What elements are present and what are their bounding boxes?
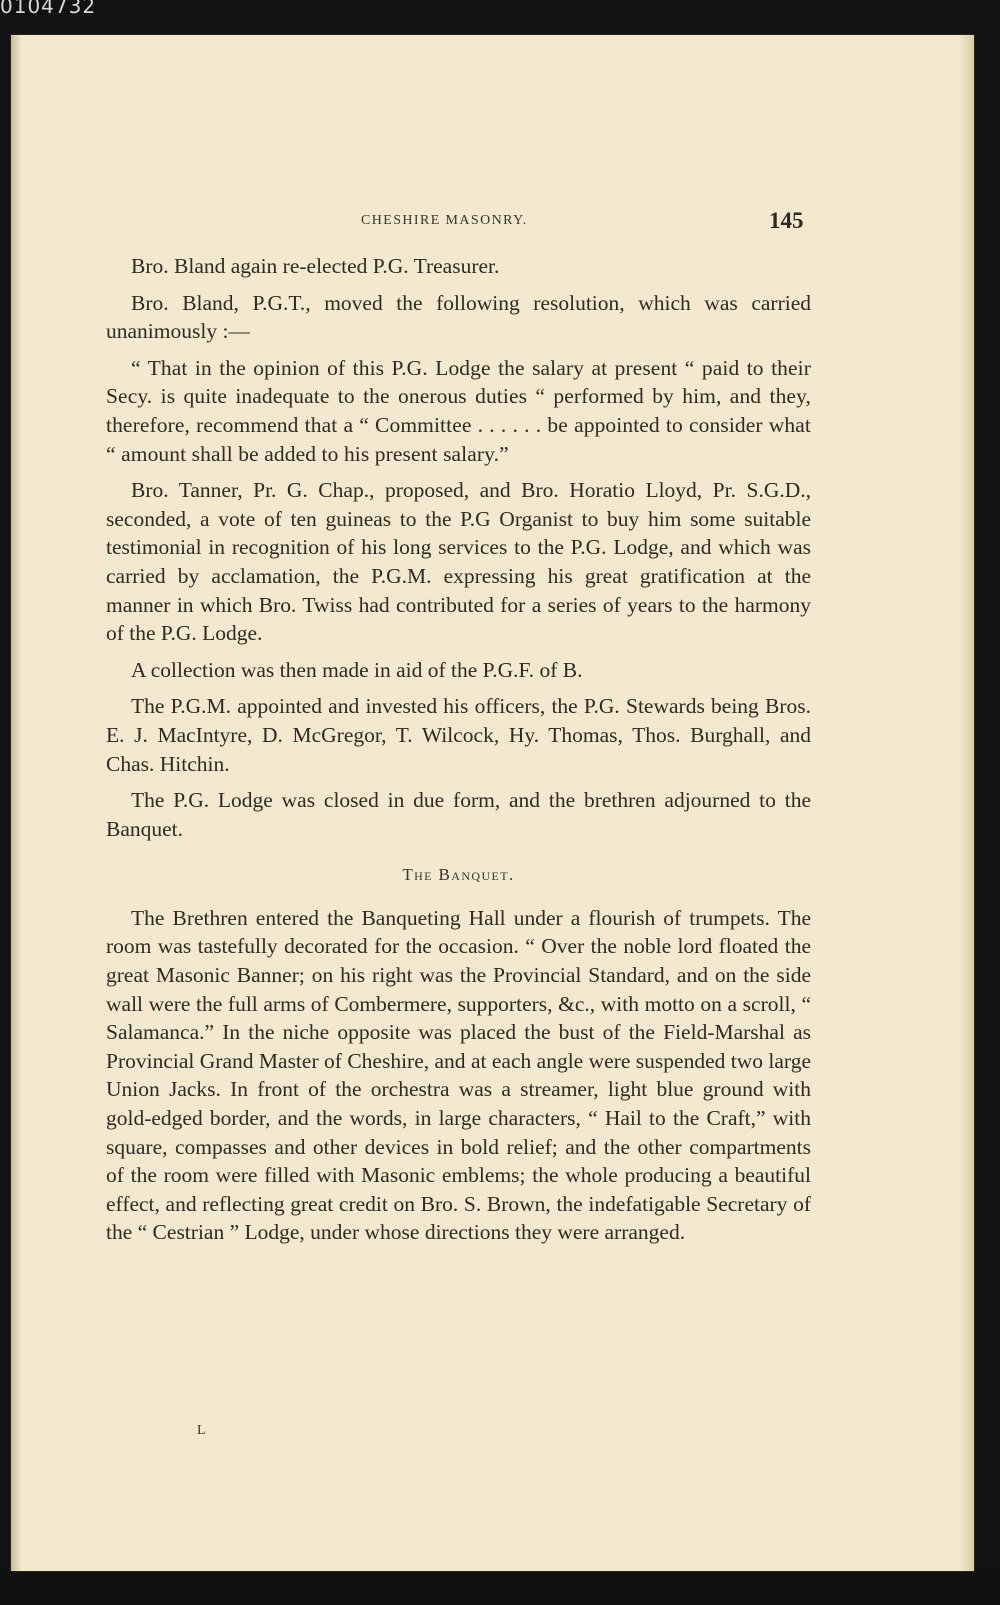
page-number: 145 <box>769 208 804 233</box>
paragraph-collection: A collection was then made in aid of the P.G.F. of B. <box>131 657 583 682</box>
paragraph-officers: The P.G.M. appointed and invested his officers, the P.G. Stewards being Bros. E. J. MacIntyre, D. McGregor, T. Wilcock, Hy. Thomas, Thos. Burghall, and Chas. Hitchin. <box>106 694 811 776</box>
page-left-edge <box>11 35 21 1571</box>
paragraph-testimonial: Bro. Tanner, Pr. G. Chap., proposed, and Bro. Horatio Lloyd, Pr. S.G.D., seconded, a vote of ten guineas to the P.G Organist to buy him some suitable testimonial in recognition of his long services to the P.G. Lodge, and which was carried by acclamation, the P.G.M. expressing his great gratification at the manner in which Bro. Twiss had contributed for a series of years to the harmony of the P.G. Lodge. <box>106 478 811 646</box>
book-page <box>10 34 975 1572</box>
scan-bottom-band <box>0 1573 1000 1605</box>
paragraph-banquet: The Brethren entered the Banqueting Hall under a flourish of trumpets. The room was tastefully decorated for the occasion. “ Over the noble lord floated the great Masonic Banner; on his right was the Provincial Standard, and on the side wall were the full arms of Combermere, supporters, &c., with motto on a scroll, “ Salamanca.” In the niche opposite was placed the bust of the Field-Marshal as Provincial Grand Master of Cheshire, and at each angle were suspended two large Union Jacks. In front of the orchestra was a streamer, light blue ground with gold-edged border, and the words, in large characters, “ Hail to the Craft,” with square, compasses and other devices in bold relief; and the other compartments of the room were filled with Masonic emblems; the whole producing a beautiful effect, and reflecting great credit on Bro. S. Brown, the indefatigable Secretary of the “ Cestrian ” Lodge, under whose directions they were arranged. <box>106 905 811 1245</box>
paragraph-closing: The P.G. Lodge was closed in due form, and the brethren adjourned to the Banquet. <box>106 788 811 841</box>
running-header <box>11 210 831 240</box>
page-right-edge <box>960 35 974 1571</box>
paragraph-treasurer: Bro. Bland again re-elected P.G. Treasurer. <box>131 254 500 278</box>
signature-mark: L <box>197 1423 206 1438</box>
header-title: CHESHIRE MASONRY. <box>361 213 528 228</box>
page-text <box>106 252 811 1255</box>
section-heading: The Banquet. <box>402 865 515 885</box>
scan-id: 0104732 <box>0 0 97 18</box>
quoted-resolution: “ That in the opinion of this P.G. Lodge the salary at present “ paid to their Secy. is quite inadequate to the onerous duties “ performed by him, and they, therefore, recommend that a “ Committee . . . . . . be appointed to consider what “ amount shall be added to his present salary.” <box>106 355 811 466</box>
paragraph-resolution: Bro. Bland, P.G.T., moved the following resolution, which was carried unanimously :— <box>106 290 811 344</box>
